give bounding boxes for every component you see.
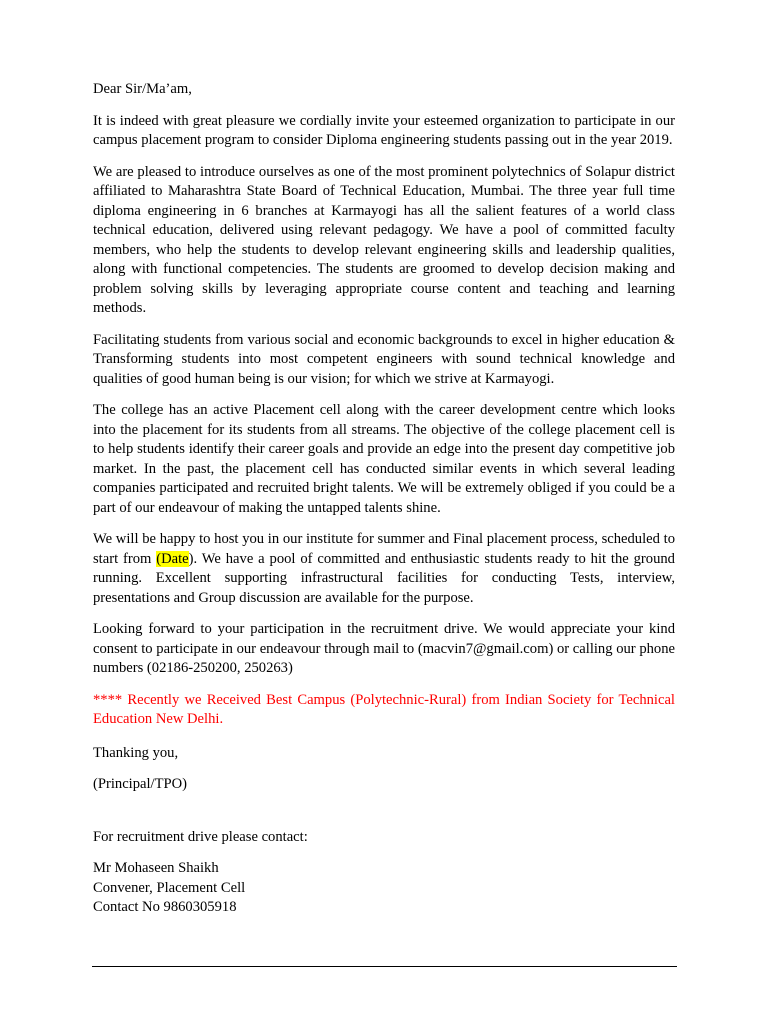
contact-role: Convener, Placement Cell — [93, 879, 246, 896]
date-placeholder-highlight: (Date — [156, 550, 189, 567]
footer-rule — [92, 966, 677, 967]
contact-phone: Contact No 9860305918 — [93, 899, 237, 915]
schedule-text-start: We will be happy to host you in our institute for summer and Final placement process, scheduled to start from — [93, 531, 675, 567]
contact-name: Mr Mohaseen Shaikh — [93, 860, 219, 876]
intro-paragraph: It is indeed with great pleasure we cordially invite your esteemed organization to participate in our campus placement program to consider Diploma engineering students passing out in the year 2019. — [93, 112, 675, 148]
letter-body — [93, 76, 675, 918]
vision-paragraph: Facilitating students from various social and economic backgrounds to excel in higher education & Transforming students into most competent engineers with sound technical knowledge and qualities of good human being is our vision; for which we strive at Karmayogi. — [93, 331, 675, 387]
signature: (Principal/TPO) — [93, 776, 188, 792]
placement-cell-paragraph: The college has an active Placement cell along with the career development centre which looks into the placement for its students from all streams. The objective of the college placement cell is to help students identify their career goals and provide an edge into the present day competitive job market. In the past, the placement cell has conducted similar events in which several leading companies participated and recruited bright talents. We will be extremely obliged if you could be a part of our endeavour of making the untapped talents shine. — [93, 402, 675, 516]
schedule-paragraph — [93, 530, 675, 608]
contact-intro: For recruitment drive please contact: — [93, 828, 308, 845]
schedule-text-end: ). We have a pool of committed and enthusiastic students ready to hit the ground running. Excellent supporting infrastructural facilities for conducting Tests, interview, presentations and Group discussion are available for the purpose. — [93, 550, 675, 606]
about-paragraph: We are pleased to introduce ourselves as one of the most prominent polytechnics of Solapur district affiliated to Maharashtra State Board of Technical Education, Mumbai. The three year full time diploma engineering in 6 branches at Karmayogi has all the salient features of a world class technical education, delivered using relevant pedagogy. We have a pool of committed faculty members, who help the students to develop relevant engineering skills and leadership qualities, along with functional competencies. The students are groomed to develop decision making and problem solving skills by leveraging appropriate course content and teaching and learning methods. — [93, 163, 675, 316]
contact-block — [93, 859, 675, 918]
closing: Thanking you, — [93, 744, 179, 761]
salutation: Dear Sir/Ma’am, — [93, 81, 192, 97]
award-notice: **** Recently we Received Best Campus (Polytechnic-Rural) from Indian Society for Technical Education New Delhi. — [93, 691, 675, 727]
contact-paragraph: Looking forward to your participation in the recruitment drive. We would appreciate your kind consent to participate in our endeavour through mail to (macvin7@gmail.com) or calling our phone numbers (02186-250200, 250263) — [93, 621, 675, 676]
